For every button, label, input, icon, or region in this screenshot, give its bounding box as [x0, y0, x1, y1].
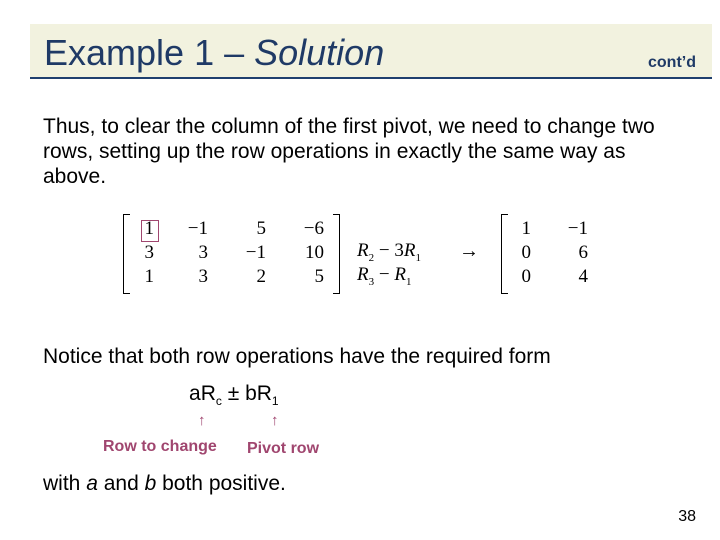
closing-text: with a and b both positive.: [43, 472, 286, 495]
left-bracket-close: [333, 214, 340, 294]
row-op-2: $R_3 - R_1$: [357, 264, 412, 288]
matrix-left-cell: −1: [245, 242, 266, 263]
intro-paragraph: Thus, to clear the column of the first pivot, we need to change two rows, setting up the row operations in exactly the same way as above.: [43, 115, 655, 188]
label-pivot-row: Pivot row: [247, 440, 320, 457]
contd-label: cont’d: [648, 54, 696, 71]
title-italic: Solution: [254, 32, 385, 73]
matrix-right-cell: 1: [521, 218, 531, 239]
up-arrow-icon: ↑: [198, 412, 206, 429]
matrix-left-cell: 3: [144, 242, 154, 263]
up-arrow-icon: ↑: [271, 412, 279, 429]
page-number: 38: [678, 508, 696, 525]
title-underline: [30, 77, 712, 79]
matrix-left-cell: 10: [305, 242, 324, 263]
matrix-left-cell: 1: [144, 266, 154, 287]
matrix-right-cell: 4: [578, 266, 588, 287]
notice-text: Notice that both row operations have the required form: [43, 345, 551, 368]
matrix-left-cell: 5: [314, 266, 324, 287]
matrix-right-cell: 6: [578, 242, 588, 263]
transform-arrow: →: [459, 240, 479, 262]
matrix-left-cell: −6: [303, 218, 324, 239]
matrix-left-cell: 3: [198, 242, 208, 263]
title-main: Example 1 –: [44, 32, 255, 73]
slide-title: [44, 32, 384, 74]
label-row-to-change: Row to change: [103, 438, 217, 455]
matrix-left-cell: −1: [187, 218, 208, 239]
matrix-left-cell: 1: [144, 218, 154, 239]
matrix-right-cell: 0: [521, 266, 531, 287]
matrix-left-cell: 2: [256, 266, 266, 287]
matrix-left-cell: 5: [256, 218, 266, 239]
matrix-right-cell: −1: [567, 218, 588, 239]
matrix-left-cell: 3: [198, 266, 208, 287]
required-form: $aR_c \pm bR_1$: [189, 382, 279, 409]
row-op-1: $R_2 - 3R_1$: [357, 240, 421, 264]
matrix-right-cell: 0: [521, 242, 531, 263]
